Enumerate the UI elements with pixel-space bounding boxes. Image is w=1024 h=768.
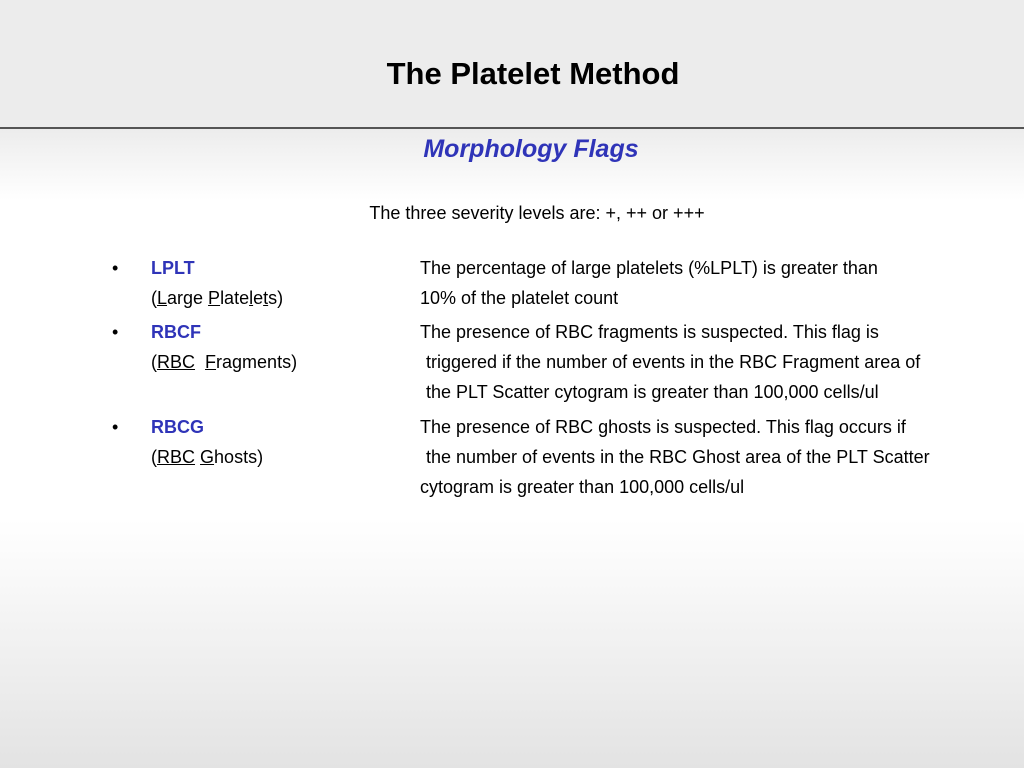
header-divider bbox=[0, 127, 1024, 129]
flag-abbreviation: RBCG bbox=[151, 417, 204, 437]
section-subtitle: Morphology Flags bbox=[423, 135, 639, 163]
flag-description: The presence of RBC fragments is suspected. This flag is triggered if the number of events in the RBC Fragment area of the PLT Scatter cytogram is greater than 100,000 cells/ul bbox=[420, 322, 921, 402]
flag-description: The percentage of large platelets (%LPLT) is greater than 10% of the platelet count bbox=[420, 258, 878, 308]
bullet: • bbox=[112, 322, 119, 342]
page-title: The Platelet Method bbox=[386, 56, 680, 91]
bullet: • bbox=[112, 417, 119, 437]
severity-levels-text: The three severity levels are: +, ++ or +++ bbox=[369, 203, 705, 223]
flag-expansion: (RBC Ghosts) bbox=[151, 447, 264, 467]
flag-abbreviation: LPLT bbox=[151, 258, 195, 278]
flag-expansion: (RBC Fragments) bbox=[151, 352, 298, 372]
flag-abbreviation: RBCF bbox=[151, 322, 201, 342]
flag-expansion: (Large Platelets) bbox=[151, 288, 284, 308]
flag-description: The presence of RBC ghosts is suspected. This flag occurs if the number of events in the RBC Ghost area of the PLT Scatter cytogram is greater than 100,000 cells/ul bbox=[420, 417, 930, 497]
bullet: • bbox=[112, 258, 119, 278]
